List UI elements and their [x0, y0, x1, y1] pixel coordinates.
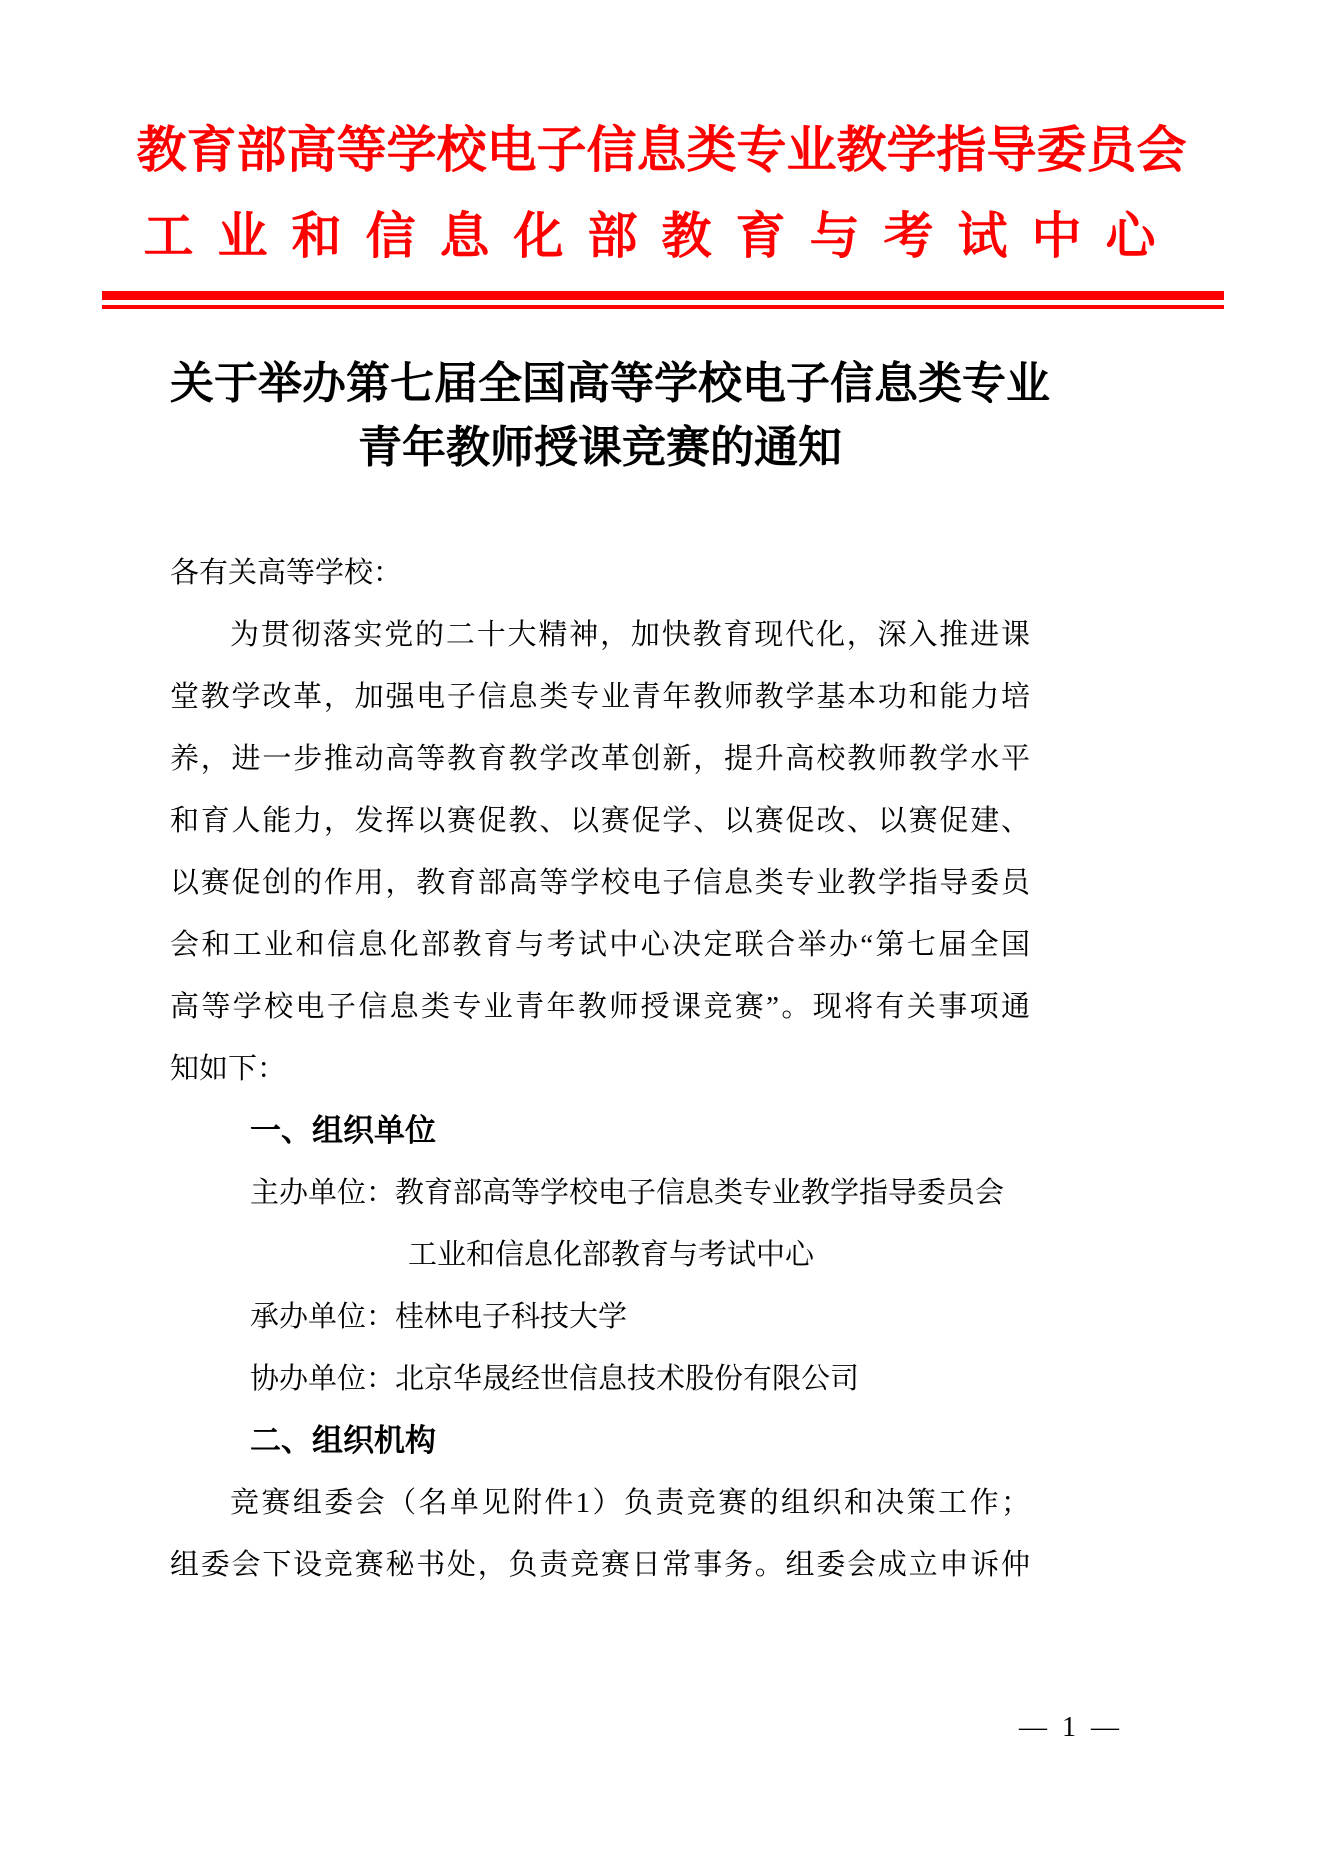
paragraph-line: 会和工业和信息化部教育与考试中心决定联合举办“第七届全国 — [170, 929, 1030, 961]
paragraph-line: 和育人能力，发挥以赛促教、以赛促学、以赛促改、以赛促建、 — [170, 805, 1030, 837]
document-title — [170, 352, 1050, 480]
section1-heading: 一、组织单位 — [250, 1113, 436, 1148]
letterhead-divider-rule — [102, 291, 1224, 309]
paragraph-line: 养，进一步推动高等教育教学改革创新，提升高校教师教学水平 — [170, 743, 1030, 775]
page-number: — 1 — — [1019, 1712, 1123, 1743]
letterhead-line2: 工业和信息化部教育与考试中心 — [143, 208, 1180, 264]
salutation: 各有关高等学校： — [170, 557, 403, 589]
document-body — [170, 542, 1030, 1596]
organizer-line-continued: 工业和信息化部教育与考试中心 — [408, 1239, 815, 1271]
host-line: 承办单位：桂林电子科技大学 — [250, 1301, 628, 1333]
paragraph-line: 堂教学改革，加强电子信息类专业青年教师教学基本功和能力培 — [170, 681, 1030, 713]
document-title-line1: 关于举办第七届全国高等学校电子信息类专业 — [170, 359, 1050, 408]
paragraph-line: 为贯彻落实党的二十大精神，加快教育现代化，深入推进课 — [230, 619, 1030, 651]
paragraph-line: 知如下： — [170, 1053, 287, 1085]
paragraph-line: 组委会下设竞赛秘书处，负责竞赛日常事务。组委会成立申诉仲 — [170, 1549, 1030, 1581]
document-title-line2: 青年教师授课竞赛的通知 — [358, 423, 842, 472]
divider-thin-line — [102, 305, 1224, 309]
paragraph-line: 竞赛组委会（名单见附件1）负责竞赛的组织和决策工作； — [230, 1487, 1030, 1519]
section2-heading: 二、组织机构 — [250, 1423, 436, 1458]
organizer-line: 主办单位：教育部高等学校电子信息类专业教学指导委员会 — [250, 1177, 1005, 1209]
co-organizer-line: 协办单位：北京华晟经世信息技术股份有限公司 — [250, 1363, 860, 1395]
paragraph-line: 高等学校电子信息类专业青年教师授课竞赛”。现将有关事项通 — [170, 991, 1030, 1023]
paragraph-line: 以赛促创的作用，教育部高等学校电子信息类专业教学指导委员 — [170, 867, 1030, 899]
letterhead-line1: 教育部高等学校电子信息类专业教学指导委员会 — [136, 122, 1187, 178]
divider-thick-line — [102, 291, 1224, 300]
